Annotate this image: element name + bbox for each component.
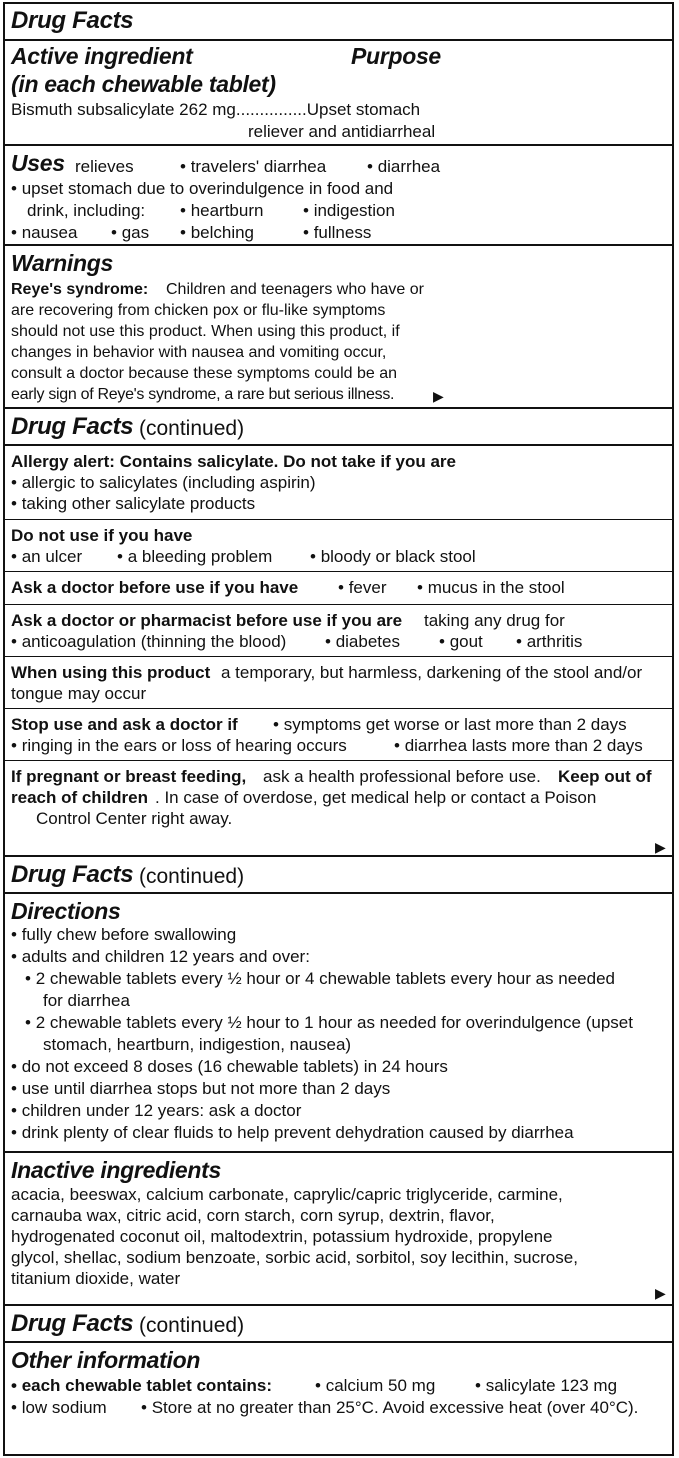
keep-out-of-reach: Keep out of [558, 767, 652, 786]
allergy-heading: Allergy alert: Contains salicylate. Do not take if you are [11, 452, 456, 471]
uses-item: • travelers' diarrhea [180, 156, 326, 177]
uses-item: • gas [111, 222, 149, 243]
continue-arrow-icon: ▶ [655, 839, 666, 855]
panel-title: Drug Facts [11, 1310, 134, 1337]
do-not-use-section [5, 520, 672, 572]
stop-use-item: • diarrhea lasts more than 2 days [394, 735, 643, 756]
panel-title: Drug Facts [11, 861, 134, 888]
inactive-line: glycol, shellac, sodium benzoate, sorbic acid, sorbitol, soy lecithin, sucrose, [11, 1248, 578, 1267]
stop-use-item: • symptoms get worse or last more than 2 days [273, 714, 627, 735]
when-using-tail: a temporary, but harmless, darkening of the stool and/or [221, 663, 643, 682]
ask-pharmacist-tail: taking any drug for [424, 611, 565, 630]
directions-item: • use until diarrhea stops but not more than 2 days [11, 1078, 390, 1099]
purpose-line-2: reliever and antidiarrheal [248, 122, 436, 141]
drug-facts-panel-4 [3, 1304, 674, 1456]
drug-facts-panel-2 [3, 407, 674, 857]
purpose-heading: Purpose [351, 43, 441, 69]
do-not-use-heading: Do not use if you have [11, 526, 193, 545]
reye-line: Children and teenagers who have or [166, 281, 424, 298]
directions-heading: Directions [11, 898, 121, 924]
ingredient-line: Bismuth subsalicylate 262 mg...............Upset stomach [11, 100, 421, 119]
title-row [5, 1306, 672, 1343]
stop-use-section [5, 709, 672, 761]
do-not-use-item: • a bleeding problem [117, 546, 272, 567]
pregnancy-heading: If pregnant or breast feeding, [11, 767, 247, 786]
ask-doctor-section [5, 572, 672, 605]
overdose-tail: . In case of overdose, get medical help or contact a Poison [155, 788, 597, 807]
active-ingredient-section [5, 41, 672, 146]
uses-item: • heartburn [180, 200, 263, 221]
uses-heading: Uses [11, 150, 65, 176]
continued-label: (continued) [139, 1314, 245, 1337]
other-info-item: • calcium 50 mg [315, 1375, 435, 1396]
directions-item: • fully chew before swallowing [11, 924, 236, 945]
continued-label: (continued) [139, 417, 245, 440]
directions-section [5, 894, 672, 1153]
ask-doctor-item: • mucus in the stool [417, 577, 565, 598]
ask-pharmacist-item: • arthritis [516, 631, 582, 652]
title-row [5, 4, 672, 41]
other-info-item: • low sodium [11, 1397, 107, 1418]
reye-line: early sign of Reye's syndrome, a rare but serious illness. [11, 386, 395, 403]
uses-item: drink, including: [27, 201, 146, 220]
other-information-heading: Other information [11, 1347, 201, 1373]
ask-pharmacist-heading: Ask a doctor or pharmacist before use if you are [11, 611, 403, 630]
stop-use-heading: Stop use and ask a doctor if [11, 715, 238, 734]
do-not-use-item: • bloody or black stool [310, 546, 476, 567]
allergy-item: • allergic to salicylates (including aspirin) [11, 472, 316, 493]
uses-section [5, 146, 672, 246]
continue-arrow-icon: ▶ [433, 388, 444, 404]
allergy-section [5, 446, 672, 520]
uses-item: • upset stomach due to overindulgence in food and [11, 178, 393, 199]
panel-title: Drug Facts [11, 7, 134, 34]
when-using-line-2: tongue may occur [11, 684, 147, 703]
reye-line: consult a doctor because these symptoms could be an [11, 365, 397, 382]
when-using-section [5, 657, 672, 709]
other-information-section [5, 1343, 672, 1454]
reye-label: Reye's syndrome: [11, 281, 149, 298]
ask-pharmacist-section [5, 605, 672, 657]
warnings-section [5, 246, 672, 409]
allergy-item: • taking other salicylate products [11, 493, 255, 514]
directions-item: • do not exceed 8 doses (16 chewable tablets) in 24 hours [11, 1056, 448, 1077]
when-using-heading: When using this product [11, 663, 211, 682]
ask-doctor-item: • fever [338, 577, 386, 598]
reye-line: should not use this product. When using this product, if [11, 323, 400, 340]
ask-pharmacist-item: • anticoagulation (thinning the blood) [11, 631, 286, 652]
directions-item: • adults and children 12 years and over: [11, 946, 310, 967]
drug-facts-panel-1 [3, 2, 674, 409]
panel-title: Drug Facts [11, 413, 134, 440]
inactive-line: hydrogenated coconut oil, maltodextrin, potassium hydroxide, propylene [11, 1227, 553, 1246]
directions-item: • children under 12 years: ask a doctor [11, 1100, 301, 1121]
directions-item: • 2 chewable tablets every ½ hour to 1 hour as needed for overindulgence (upset [25, 1012, 633, 1033]
uses-item: • belching [180, 222, 254, 243]
stop-use-item: • ringing in the ears or loss of hearing occurs [11, 735, 347, 756]
pregnancy-tail: ask a health professional before use. [263, 767, 541, 786]
uses-lead: relieves [75, 157, 134, 176]
uses-item: • diarrhea [367, 156, 440, 177]
uses-item: • nausea [11, 222, 77, 243]
reye-line: are recovering from chicken pox or flu-like symptoms [11, 302, 386, 319]
directions-item: stomach, heartburn, indigestion, nausea) [43, 1035, 352, 1054]
inactive-ingredients-section [5, 1153, 672, 1304]
directions-item: • 2 chewable tablets every ½ hour or 4 chewable tablets every hour as needed [25, 968, 615, 989]
ask-pharmacist-item: • gout [439, 631, 483, 652]
reye-line: changes in behavior with nausea and vomiting occur, [11, 344, 387, 361]
inactive-line: acacia, beeswax, calcium carbonate, caprylic/capric triglyceride, carmine, [11, 1185, 563, 1204]
title-row [5, 409, 672, 446]
pregnancy-section [5, 761, 672, 855]
drug-facts-panel-3 [3, 855, 674, 1306]
active-ingredient-subheading: (in each chewable tablet) [11, 71, 276, 97]
reach-of-children: reach of children [11, 788, 148, 807]
inactive-ingredients-heading: Inactive ingredients [11, 1157, 222, 1183]
directions-item: for diarrhea [43, 991, 130, 1010]
do-not-use-item: • an ulcer [11, 546, 82, 567]
each-tablet-contains-label: • each chewable tablet contains: [11, 1375, 272, 1396]
directions-item: • drink plenty of clear fluids to help prevent dehydration caused by diarrhea [11, 1122, 574, 1143]
continue-arrow-icon: ▶ [655, 1285, 666, 1301]
active-ingredient-heading: Active ingredient [11, 43, 193, 69]
other-info-item: • Store at no greater than 25°C. Avoid excessive heat (over 40°C). [141, 1397, 638, 1418]
inactive-line: titanium dioxide, water [11, 1269, 181, 1288]
warnings-heading: Warnings [11, 250, 113, 276]
continued-label: (continued) [139, 865, 245, 888]
other-info-item: • salicylate 123 mg [475, 1375, 617, 1396]
inactive-line: carnauba wax, citric acid, corn starch, corn syrup, dextrin, flavor, [11, 1206, 495, 1225]
ask-pharmacist-item: • diabetes [325, 631, 400, 652]
uses-item: • indigestion [303, 200, 395, 221]
uses-item: • fullness [303, 222, 371, 243]
title-row [5, 857, 672, 894]
overdose-line-2: Control Center right away. [36, 809, 233, 828]
ask-doctor-heading: Ask a doctor before use if you have [11, 578, 299, 597]
